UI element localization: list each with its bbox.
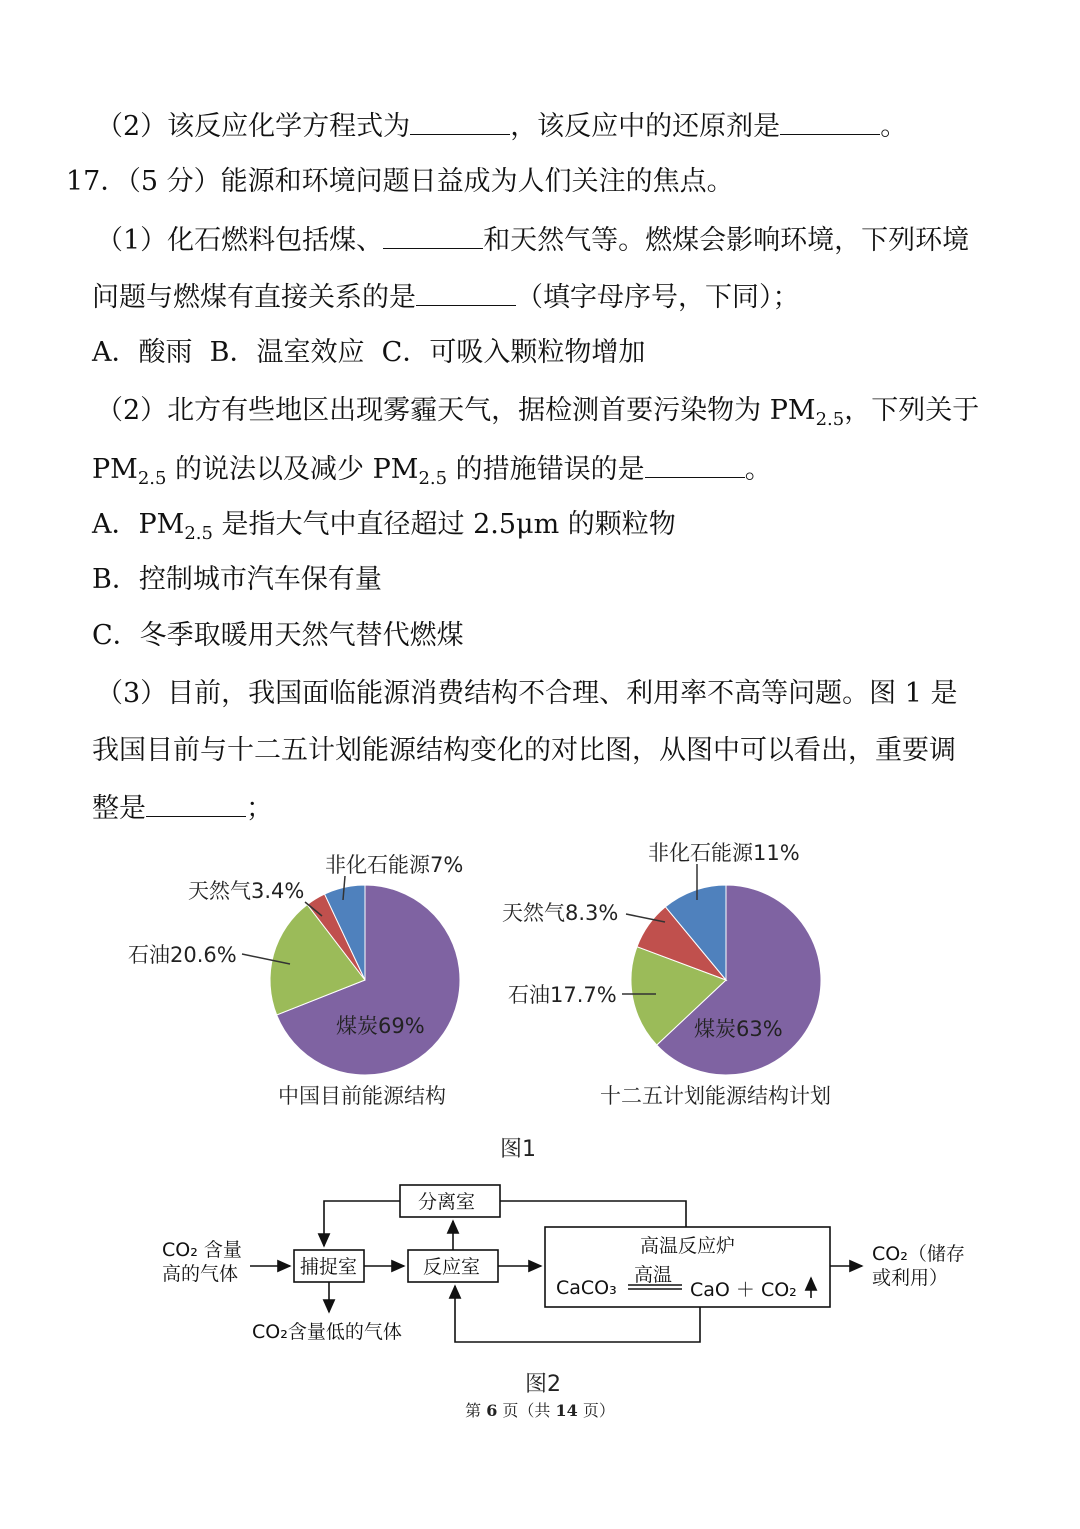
figure-2-flow-diagram [0,1170,1080,1370]
pie-chart-current [270,885,460,1075]
pie0-title: 中国目前能源结构 [278,1084,446,1108]
pie0-label-nonfossil: 非化石能源7% [325,853,464,877]
q17-part2-optionC: C．冬季取暖用天然气替代燃煤 [92,620,464,651]
answer-blank[interactable] [780,108,880,135]
pie1-label-gas: 天然气8.3% [502,901,619,925]
q17-part2-optionB: B．控制城市汽车保有量 [92,564,382,595]
capture-label: 捕捉室 [300,1256,358,1278]
figure-1-pie-charts [0,830,1080,1130]
pie1-title: 十二五计划能源结构计划 [600,1084,831,1108]
q17-part2-line1: （2）北方有些地区出现雾霾天气，据检测首要污染物为 $PM_{2.5}$，下列关于 [96,395,980,430]
equation-products: CaO ＋ CO₂ [690,1279,797,1301]
figure-2-caption: 图2 [525,1372,561,1397]
input-gas-label-2: 高的气体 [162,1263,239,1285]
q17-part1-line1: （1）化石燃料包括煤、 和天然气等。燃煤会影响环境，下列环境 [96,222,969,258]
pie0-label-gas: 天然气3.4% [188,879,305,903]
q16-part2: （2）该反应化学方程式为 ，该反应中的还原剂是 。 [96,108,907,144]
q17-part1-line2: 问题与燃煤有直接关系的是 （填字母序号，下同）； [92,279,800,315]
pie1-label-oil: 石油17.7% [508,983,617,1007]
equation-reactant: CaCO₃ [556,1277,617,1299]
answer-blank[interactable] [410,108,510,135]
pie-chart-plan [631,885,821,1075]
equation-condition: 高温 [634,1264,673,1286]
furnace-title: 高温反应炉 [640,1235,736,1257]
q17-part3-line2: 我国目前与十二五计划能源结构变化的对比图，从图中可以看出，重要调 [92,735,956,766]
answer-blank[interactable] [383,222,483,249]
separation-label: 分离室 [418,1191,476,1213]
low-gas-label: CO₂含量低的气体 [252,1321,402,1343]
q17-title: 17．（5 分）能源和环境问题日益成为人们关注的焦点。 [66,166,734,197]
pie0-label-coal: 煤炭69% [336,1014,425,1038]
q17-part1-options: A．酸雨 B．温室效应 C．可吸入颗粒物增加 [92,337,646,368]
output-label-2: 或利用） [872,1267,949,1289]
page-footer: 第 6 页（共 14 页） [465,1401,615,1420]
pie1-label-nonfossil: 非化石能源11% [648,841,800,865]
pie0-label-oil: 石油20.6% [128,943,237,967]
reaction-label: 反应室 [423,1256,481,1278]
answer-blank[interactable] [645,451,745,478]
output-label-1: CO₂（储存 [872,1243,965,1265]
figure-1-caption: 图1 [500,1137,536,1162]
pie1-label-coal: 煤炭63% [694,1017,783,1041]
input-gas-label-1: CO₂ 含量 [162,1239,242,1261]
answer-blank[interactable] [146,790,246,817]
q17-part3-line1: （3）目前，我国面临能源消费结构不合理、利用率不高等问题。图 1 是 [96,678,958,709]
q17-part2-optionA: A．$PM_{2.5}$ 是指大气中直径超过 2.5μm 的颗粒物 [92,509,676,544]
answer-blank[interactable] [416,279,516,306]
q17-part2-line2: $PM_{2.5}$ 的说法以及减少 $PM_{2.5}$ 的措施错误的是 。 [92,451,772,496]
q17-part3-line3: 整是 ； [92,790,273,826]
